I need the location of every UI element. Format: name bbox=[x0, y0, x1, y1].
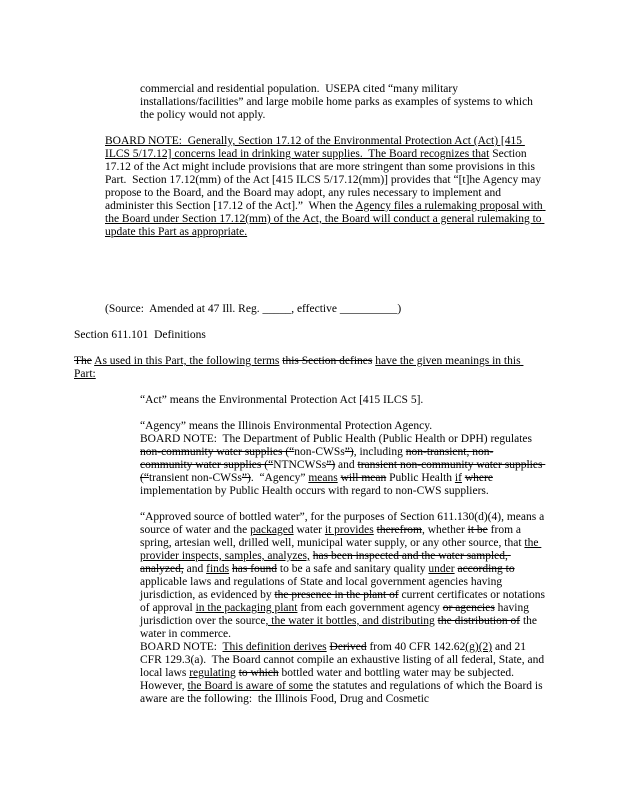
document-body bbox=[74, 83, 548, 706]
text-run: means bbox=[308, 472, 338, 484]
text-run: therefrom bbox=[376, 524, 422, 536]
text-run: Section 17.12 of the Act might include provisions that are more stringent than some provisions in this Part. Section 17.12(mm) of the Act [415 ILCS 5/17.12(mm)] provides that “[t]he Agency may propose to the Board, and the Board may adopt, any rules necessary to implement and administer this Section [17.12 of the Act].” When the bbox=[105, 148, 544, 212]
def-approved-source bbox=[140, 511, 548, 641]
text-run: non-community water supplies (“ bbox=[140, 446, 295, 458]
text-run: “Agency” means the Illinois Environmental Protection Agency. bbox=[140, 420, 433, 432]
text-run: . “Agency” bbox=[250, 472, 309, 484]
text-run: under bbox=[428, 563, 455, 575]
text-run: the provider inspects, samples, analyzes, bbox=[140, 537, 542, 562]
text-run: according to bbox=[457, 563, 515, 575]
para-usepa-policy bbox=[140, 83, 545, 122]
def-act bbox=[140, 394, 545, 407]
text-run: has been inspected and the water sampled, analyzed, bbox=[140, 550, 511, 575]
text-run: will mean bbox=[340, 472, 387, 484]
text-run: from a spring, artesian well, drilled well, municipal water supply, or any other source, that bbox=[140, 524, 525, 549]
text-run: transient non-community water supplies (“ bbox=[140, 459, 546, 484]
text-run: where bbox=[464, 472, 493, 484]
text-run: BOARD NOTE: The Department of Public Health (Public Health or DPH) regulates bbox=[140, 433, 535, 445]
def-agency bbox=[140, 420, 545, 433]
text-run: , the water it bottles, and distributing bbox=[265, 615, 435, 627]
section-heading bbox=[74, 329, 545, 342]
text-run: the water in commerce. bbox=[140, 615, 540, 640]
text-run: or agencies bbox=[442, 602, 495, 614]
definitions-intro bbox=[74, 355, 545, 381]
text-run: non-CWSs bbox=[294, 446, 345, 458]
text-run: ”) bbox=[326, 459, 336, 471]
text-run: NTNCWSs bbox=[273, 459, 327, 471]
text-run: Public Health bbox=[386, 472, 455, 484]
text-run: The bbox=[74, 355, 92, 367]
text-run: commercial and residential population. USEPA cited “many military installations/facilities” and large mobile home parks as examples of systems to which the policy would not apply. bbox=[140, 83, 536, 121]
text-run: and bbox=[183, 563, 207, 575]
text-run: current certificates or notations of approval bbox=[140, 589, 548, 614]
text-run: BOARD NOTE: Generally, Section 17.12 of the Environmental Protection Act (Act) [415 ILCS 5/17.12] concerns lead in drinking water supplies. The Board recognizes that bbox=[105, 135, 525, 160]
text-run: , whether bbox=[421, 524, 468, 536]
text-run: to which bbox=[238, 667, 279, 679]
text-run: , including bbox=[353, 446, 406, 458]
text-run: regulating bbox=[189, 667, 236, 679]
text-run: this Section defines bbox=[282, 355, 373, 367]
text-run: having jurisdiction over the source bbox=[140, 602, 532, 627]
text-run: bottled water and bottling water may be subjected. However, bbox=[140, 667, 520, 692]
text-run: it provides bbox=[324, 524, 374, 536]
text-run: Derived bbox=[329, 641, 367, 653]
text-run: has found bbox=[231, 563, 278, 575]
text-run: it be bbox=[467, 524, 488, 536]
text-run: implementation by Public Health occurs with regard to non-CWS suppliers. bbox=[140, 472, 496, 497]
text-run: This definition derives bbox=[222, 641, 327, 653]
text-run: the presence in the plant of bbox=[274, 589, 399, 601]
text-run: applicable laws and regulations of State and local government agencies having jurisdiction, as evidenced by bbox=[140, 563, 518, 601]
text-run: to be a safe and sanitary quality bbox=[277, 563, 429, 575]
text-run: ”) bbox=[241, 472, 251, 484]
text-run: BOARD NOTE: bbox=[140, 641, 223, 653]
text-run: transient non-CWSs bbox=[148, 472, 242, 484]
text-run: (g)(2) bbox=[465, 641, 493, 653]
board-note-approved-source bbox=[140, 641, 545, 706]
text-run: from each government agency bbox=[297, 602, 443, 614]
text-run: from 40 CFR 142.62 bbox=[366, 641, 466, 653]
text-run: “Approved source of bottled water”, for the purposes of Section 611.130(d)(4), means a source of water and the bbox=[140, 511, 548, 536]
text-run: and 21 CFR 129.3(a). The Board cannot compile an exhaustive listing of all federal, State, and local laws bbox=[140, 641, 547, 679]
board-note-agency bbox=[140, 433, 545, 498]
text-run: (Source: Amended at 47 Ill. Reg. _____, effective __________) bbox=[105, 303, 402, 315]
text-run: if bbox=[454, 472, 462, 484]
text-run: in the packaging plant bbox=[195, 602, 298, 614]
text-run: the Board is aware of some bbox=[187, 680, 313, 692]
text-run: have the given meanings in this Part: bbox=[74, 355, 524, 380]
board-note-section-17-12 bbox=[105, 135, 545, 239]
text-run: packaged bbox=[250, 524, 294, 536]
text-run: the statutes and regulations of which the Board is aware are the following: the Illinois Food, Drug and Cosmetic bbox=[140, 680, 546, 705]
text-run: Agency files a rulemaking proposal with the Board under Section 17.12(mm) of the Act, the Board will conduct a general rulemaking to update this Part as appropriate. bbox=[105, 200, 546, 238]
text-run: water bbox=[293, 524, 325, 536]
text-run: As used in this Part, the following terms bbox=[94, 355, 280, 367]
text-run: non-transient, non-community water supplies (“ bbox=[140, 446, 494, 471]
text-run: the distribution of bbox=[437, 615, 521, 627]
text-run: finds bbox=[206, 563, 230, 575]
source-line bbox=[105, 303, 545, 316]
text-run: “Act” means the Environmental Protection Act [415 ILCS 5]. bbox=[140, 394, 424, 406]
text-run: ”) bbox=[344, 446, 354, 458]
text-run: and bbox=[335, 459, 358, 471]
text-run: Section 611.101 Definitions bbox=[74, 329, 206, 341]
